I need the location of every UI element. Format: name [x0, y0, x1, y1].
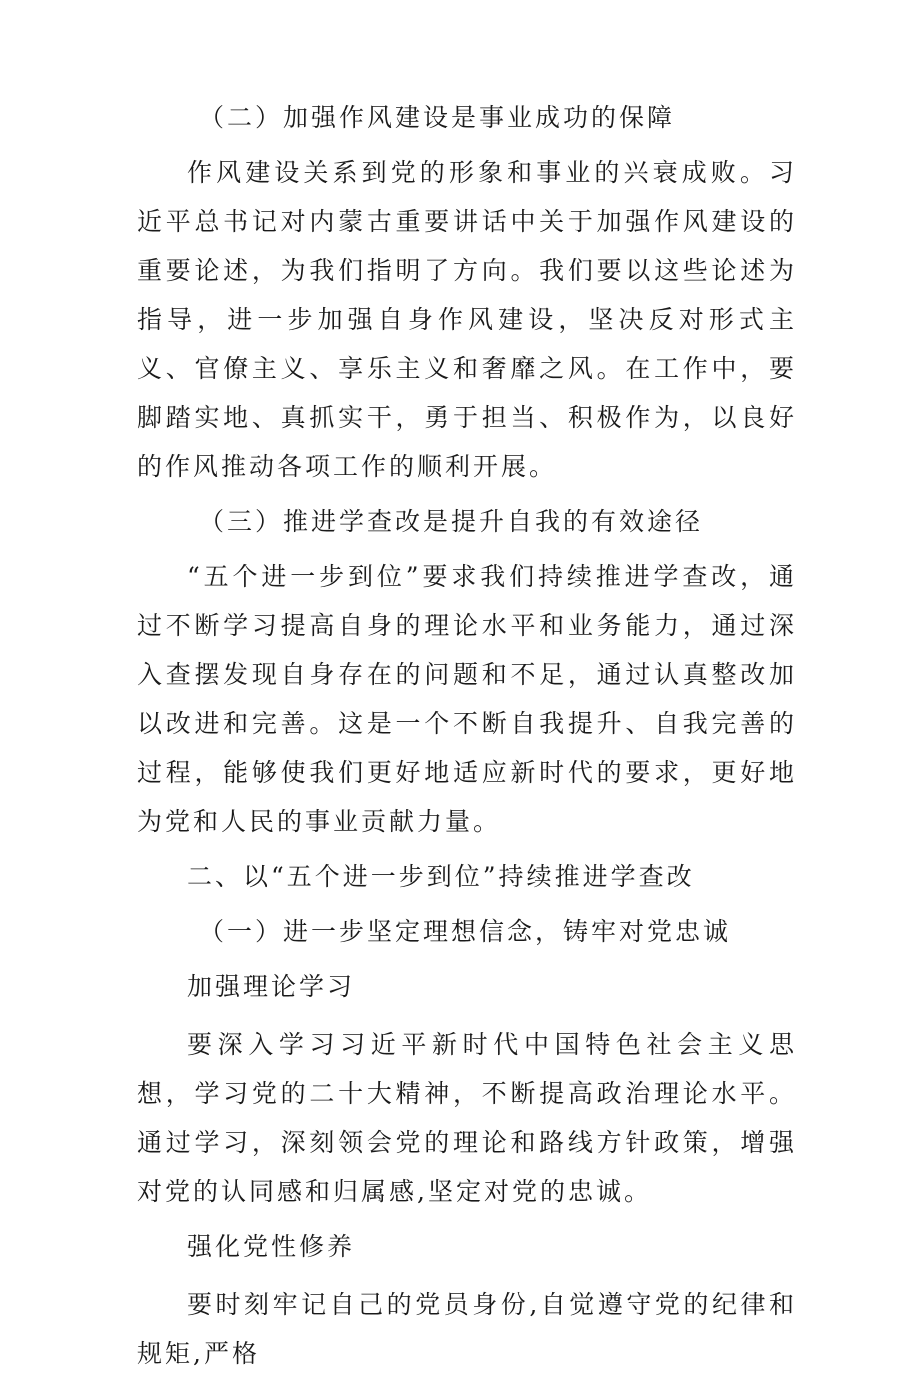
document-body: [137, 93, 797, 1378]
paragraph-theory-study: 要深入学习习近平新时代中国特色社会主义思想，学习党的二十大精神，不断提高政治理论水平。通过学习，深刻领会党的理论和路线方针政策，增强对党的认同感和归属感,坚定对党的忠诚。: [137, 1030, 797, 1206]
section-heading-study-check-rectify: （三）推进学查改是提升自我的有效途径: [199, 507, 704, 536]
paragraph-study-check-rectify: “五个进一步到位”要求我们持续推进学查改，通过不断学习提高自身的理论水平和业务能力，通过深入查摆发现自身存在的问题和不足，通过认真整改加以改进和完善。这是一个不断自我提升、自我完善的过程，能够使我们更好地适应新时代的要求，更好地为党和人民的事业贡献力量。: [137, 562, 797, 836]
paragraph-party-spirit: 要时刻牢记自己的党员身份,自觉遵守党的纪律和规矩,严格: [137, 1290, 797, 1368]
section-heading-ideals-loyalty: （一）进一步坚定理想信念，铸牢对党忠诚: [199, 917, 732, 946]
main-heading-part-two: 二、以“五个进一步到位”持续推进学查改: [187, 862, 695, 891]
subheading-theory-study: 加强理论学习: [187, 972, 356, 1001]
subheading-party-spirit: 强化党性修养: [187, 1232, 356, 1261]
paragraph-style-building: 作风建设关系到党的形象和事业的兴衰成败。习近平总书记对内蒙古重要讲话中关于加强作风建设的重要论述，为我们指明了方向。我们要以这些论述为指导，进一步加强自身作风建设，坚决反对形式主义、官僚主义、享乐主义和奢靡之风。在工作中，要脚踏实地、真抓实干，勇于担当、积极作为，以良好的作风推动各项工作的顺利开展。: [137, 158, 797, 481]
section-heading-style-building: （二）加强作风建设是事业成功的保障: [199, 103, 676, 132]
